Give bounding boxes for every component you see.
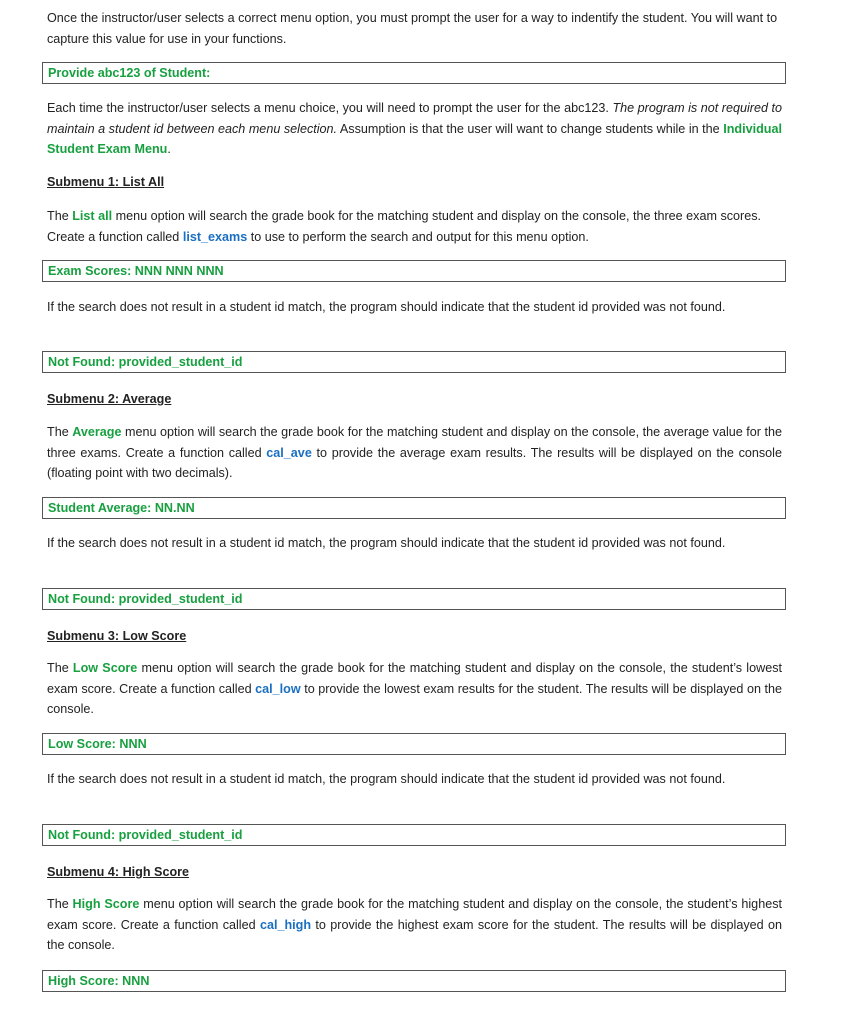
submenu-4-heading: Submenu 4: High Score bbox=[47, 865, 190, 879]
cal-high-function: cal_high bbox=[259, 917, 312, 932]
sub3-text-2: menu option will search the grade book for the matching student and display on the console, the student’s lowest exam score. Create a function called bbox=[47, 661, 782, 696]
each-time-text-1: Each time the instructor/user selects a menu choice, you will need to prompt the user for the abc123. bbox=[47, 101, 613, 115]
each-time-italic: The program is not required to maintain a student id between each menu selection. bbox=[47, 101, 782, 136]
student-average-box: Student Average: NN.NN bbox=[42, 497, 786, 519]
not-found-box-2: Not Found: provided_student_id bbox=[42, 588, 786, 610]
cal-ave-function: cal_ave bbox=[266, 445, 312, 460]
each-time-text-2: Assumption is that the user will want to change students while in the bbox=[337, 121, 724, 136]
high-score-option: High Score bbox=[72, 897, 140, 911]
sub1-text-2: menu option will search the grade book for the matching student and display on the console, the three exam scores. Create a function called bbox=[47, 209, 762, 244]
not-found-paragraph-2: If the search does not result in a student id match, the program should indicate that the student id provided was not found. bbox=[47, 536, 726, 550]
cal-low-function: cal_low bbox=[255, 681, 301, 696]
intro-paragraph: Once the instructor/user selects a correct menu option, you must prompt the user for a way to indentify the student. You will want to capture this value for use in your functions. bbox=[47, 11, 778, 46]
sub4-text-2: menu option will search the grade book for the matching student and display on the console, the student’s highest exam score. Create a function called bbox=[47, 897, 782, 932]
average-option: Average bbox=[72, 425, 122, 439]
not-found-paragraph-1: If the search does not result in a student id match, the program should indicate that the student id provided was not found. bbox=[47, 300, 726, 314]
each-time-text-3: . bbox=[167, 142, 171, 156]
submenu-1-paragraph bbox=[47, 206, 782, 247]
submenu-4-paragraph bbox=[47, 894, 782, 956]
high-score-box: High Score: NNN bbox=[42, 970, 786, 992]
not-found-paragraph-3: If the search does not result in a student id match, the program should indicate that the student id provided was not found. bbox=[47, 772, 726, 786]
submenu-2-paragraph bbox=[47, 422, 782, 484]
sub3-text-3: to provide the lowest exam results for the student. The results will be displayed on the console. bbox=[47, 681, 782, 716]
sub2-text-3: to provide the average exam results. The results will be displayed on the console (floating point with two decimals). bbox=[47, 445, 782, 480]
list-all-option: List all bbox=[72, 209, 113, 223]
menu-name: Individual Student Exam Menu bbox=[47, 121, 782, 156]
sub4-text-3: to provide the highest exam score for the student. The results will be displayed on the console. bbox=[47, 917, 783, 952]
list-exams-function: list_exams bbox=[182, 229, 248, 244]
each-time-paragraph bbox=[47, 98, 782, 160]
exam-scores-box: Exam Scores: NNN NNN NNN bbox=[42, 260, 786, 282]
not-found-box-1: Not Found: provided_student_id bbox=[42, 351, 786, 373]
submenu-1-heading: Submenu 1: List All bbox=[47, 175, 165, 189]
sub1-text-3: to use to perform the search and output for this menu option. bbox=[247, 229, 589, 244]
sub2-text-2: menu option will search the grade book for the matching student and display on the console, the average value for the three exams. Create a function called bbox=[47, 425, 782, 460]
submenu-3-heading: Submenu 3: Low Score bbox=[47, 629, 187, 643]
sub3-text-1: The bbox=[47, 661, 73, 675]
low-score-option: Low Score bbox=[72, 661, 138, 675]
submenu-3-paragraph bbox=[47, 658, 782, 720]
not-found-box-3: Not Found: provided_student_id bbox=[42, 824, 786, 846]
sub4-text-1: The bbox=[47, 897, 73, 911]
prompt-box: Provide abc123 of Student: bbox=[42, 62, 786, 84]
sub1-text-1: The bbox=[47, 209, 73, 223]
sub2-text-1: The bbox=[47, 425, 73, 439]
submenu-2-heading: Submenu 2: Average bbox=[47, 392, 172, 406]
low-score-box: Low Score: NNN bbox=[42, 733, 786, 755]
